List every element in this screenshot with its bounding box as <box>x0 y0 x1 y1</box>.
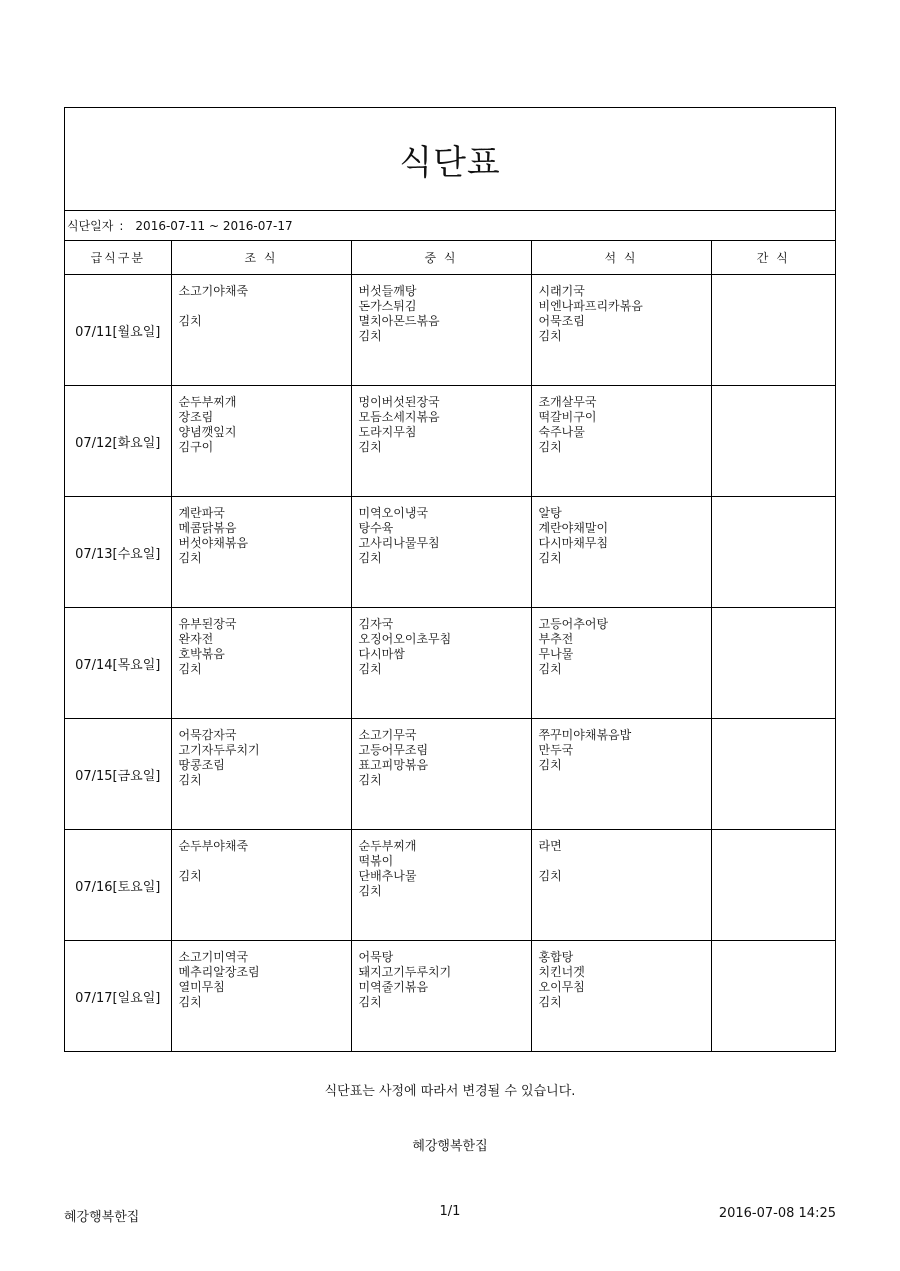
menu-item: 단배추나물 <box>358 869 417 883</box>
dinner-menu-list <box>532 941 711 1010</box>
menu-item: 순두부야채죽 <box>178 839 249 853</box>
period-value: 2016-07-11 ~ 2016-07-17 <box>135 218 293 233</box>
menu-item: 무나물 <box>538 647 574 661</box>
lunch-cell <box>351 830 531 941</box>
day-cell: 07/17[일요일] <box>65 941 171 1052</box>
dinner-cell <box>531 275 711 386</box>
menu-item: 돈가스튀김 <box>358 299 417 313</box>
dinner-menu-list <box>532 386 711 455</box>
menu-item: 김치 <box>538 995 562 1009</box>
dinner-menu-list <box>532 608 711 677</box>
menu-item: 시래기국 <box>538 284 585 298</box>
menu-item: 열미무침 <box>178 980 225 994</box>
snack-cell <box>711 830 835 941</box>
menu-item: 고등어무조림 <box>358 743 429 757</box>
menu-item: 김치 <box>358 995 382 1009</box>
dinner-menu-list <box>532 497 711 566</box>
menu-item: 떡갈비구이 <box>538 410 597 424</box>
menu-item: 쭈꾸미야채볶음밥 <box>538 728 632 742</box>
dinner-cell <box>531 608 711 719</box>
breakfast-cell <box>171 941 351 1052</box>
header-category: 급식구분 <box>65 241 171 275</box>
menu-item: 김치 <box>538 758 562 772</box>
menu-item: 소고기무국 <box>358 728 417 742</box>
snack-cell <box>711 275 835 386</box>
lunch-menu-list <box>352 386 531 455</box>
snack-cell <box>711 941 835 1052</box>
footer-timestamp: 2016-07-08 14:25 <box>718 1206 836 1221</box>
day-cell: 07/16[토요일] <box>65 830 171 941</box>
menu-item: 메추리알장조림 <box>178 965 260 979</box>
menu-item: 고기자두루치기 <box>178 743 260 757</box>
menu-item: 돼지고기두루치기 <box>358 965 452 979</box>
snack-menu-list <box>712 830 836 839</box>
lunch-cell <box>351 275 531 386</box>
menu-item <box>179 854 351 869</box>
menu-item: 김치 <box>538 662 562 676</box>
menu-item: 김구이 <box>178 440 214 454</box>
page-title: 식단표 <box>399 142 501 183</box>
snack-menu-list <box>712 275 836 284</box>
menu-item: 김치 <box>538 869 562 883</box>
menu-item: 김치 <box>538 329 562 343</box>
lunch-menu-list <box>352 275 531 344</box>
period-separator: : <box>119 218 124 233</box>
organization-name: 혜강행복한집 <box>412 1139 488 1154</box>
menu-item: 김치 <box>538 440 562 454</box>
menu-item: 김치 <box>358 551 382 565</box>
menu-item: 호박볶음 <box>178 647 225 661</box>
snack-menu-list <box>712 608 836 617</box>
breakfast-menu-list <box>172 941 351 1010</box>
menu-item: 고사리나물무침 <box>358 536 440 550</box>
day-cell: 07/12[화요일] <box>65 386 171 497</box>
change-notice: 식단표는 사정에 따라서 변경될 수 있습니다. <box>324 1084 576 1099</box>
breakfast-cell <box>171 275 351 386</box>
menu-table-body <box>65 275 835 1052</box>
menu-item: 김치 <box>358 329 382 343</box>
lunch-cell <box>351 719 531 830</box>
title-box <box>65 108 835 211</box>
menu-document-frame <box>64 107 836 1052</box>
menu-item: 땅콩조림 <box>178 758 225 772</box>
menu-item: 어묵탕 <box>358 950 394 964</box>
breakfast-menu-list <box>172 386 351 455</box>
menu-item: 김치 <box>178 662 202 676</box>
menu-item: 라면 <box>538 839 562 853</box>
menu-item: 김치 <box>178 995 202 1009</box>
footer-page-number: 1/1 <box>439 1204 461 1219</box>
menu-item: 숙주나물 <box>538 425 585 439</box>
menu-item: 부추전 <box>538 632 574 646</box>
lunch-menu-list <box>352 941 531 1010</box>
menu-item: 떡볶이 <box>358 854 394 868</box>
menu-item: 유부된장국 <box>178 617 237 631</box>
menu-item: 어묵감자국 <box>178 728 237 742</box>
menu-item: 모듬소세지볶음 <box>358 410 440 424</box>
menu-item: 멍이버섯된장국 <box>358 395 440 409</box>
snack-cell <box>711 608 835 719</box>
menu-item: 치킨너겟 <box>538 965 585 979</box>
menu-item: 김치 <box>358 440 382 454</box>
menu-item: 완자전 <box>178 632 214 646</box>
lunch-cell <box>351 608 531 719</box>
menu-item: 오징어오이초무침 <box>358 632 452 646</box>
day-cell: 07/11[월요일] <box>65 275 171 386</box>
header-dinner: 석 식 <box>531 241 711 275</box>
breakfast-cell <box>171 719 351 830</box>
table-row <box>65 497 835 608</box>
period-label: 식단일자 <box>67 219 114 233</box>
breakfast-menu-list <box>172 275 351 329</box>
header-lunch: 중 식 <box>351 241 531 275</box>
breakfast-menu-list <box>172 497 351 566</box>
menu-item: 다시마채무침 <box>538 536 609 550</box>
dinner-menu-list <box>532 275 711 344</box>
dinner-cell <box>531 941 711 1052</box>
dinner-cell <box>531 719 711 830</box>
menu-item: 멸치아몬드볶음 <box>358 314 440 328</box>
menu-item: 버섯들깨탕 <box>358 284 417 298</box>
menu-item: 만두국 <box>538 743 574 757</box>
table-row <box>65 941 835 1052</box>
menu-item: 탕수육 <box>358 521 394 535</box>
menu-item: 고등어추어탕 <box>538 617 609 631</box>
menu-item: 순두부찌개 <box>178 395 237 409</box>
lunch-menu-list <box>352 719 531 788</box>
lunch-menu-list <box>352 497 531 566</box>
header-breakfast: 조 식 <box>171 241 351 275</box>
period-row <box>65 211 835 241</box>
menu-item: 김자국 <box>358 617 394 631</box>
menu-item: 계란파국 <box>178 506 225 520</box>
dinner-cell <box>531 830 711 941</box>
table-row <box>65 719 835 830</box>
breakfast-cell <box>171 608 351 719</box>
menu-item: 김치 <box>358 773 382 787</box>
dinner-cell <box>531 497 711 608</box>
menu-item: 버섯야채볶음 <box>178 536 249 550</box>
table-row <box>65 275 835 386</box>
menu-item: 미역줄기볶음 <box>358 980 429 994</box>
menu-item: 계란야채말이 <box>538 521 609 535</box>
menu-item: 도라지무침 <box>358 425 417 439</box>
menu-item: 미역오이냉국 <box>358 506 429 520</box>
menu-item <box>539 854 711 869</box>
lunch-menu-list <box>352 608 531 677</box>
breakfast-menu-list <box>172 608 351 677</box>
menu-item: 김치 <box>358 662 382 676</box>
menu-item: 김치 <box>178 314 202 328</box>
menu-item: 오이무침 <box>538 980 585 994</box>
menu-item: 어묵조림 <box>538 314 585 328</box>
day-cell: 07/15[금요일] <box>65 719 171 830</box>
menu-item: 조개살무국 <box>538 395 597 409</box>
menu-table-header-row <box>65 241 835 275</box>
day-cell: 07/14[목요일] <box>65 608 171 719</box>
menu-item: 비엔나파프리카볶음 <box>538 299 643 313</box>
menu-item: 소고기미역국 <box>178 950 249 964</box>
menu-table <box>65 241 835 1051</box>
menu-item: 김치 <box>178 869 202 883</box>
table-row <box>65 386 835 497</box>
menu-item: 표고피망볶음 <box>358 758 429 772</box>
breakfast-cell <box>171 497 351 608</box>
table-row <box>65 830 835 941</box>
lunch-cell <box>351 386 531 497</box>
lunch-cell <box>351 497 531 608</box>
dinner-menu-list <box>532 830 711 884</box>
menu-item: 김치 <box>178 551 202 565</box>
menu-item: 김치 <box>358 884 382 898</box>
snack-menu-list <box>712 386 836 395</box>
snack-menu-list <box>712 719 836 728</box>
footer-organization: 혜강행복한집 <box>64 1210 140 1225</box>
snack-cell <box>711 386 835 497</box>
menu-item: 장조림 <box>178 410 214 424</box>
snack-menu-list <box>712 941 836 950</box>
menu-item <box>179 299 351 314</box>
lunch-menu-list <box>352 830 531 899</box>
menu-item: 알탕 <box>538 506 562 520</box>
snack-menu-list <box>712 497 836 506</box>
breakfast-menu-list <box>172 830 351 884</box>
menu-item: 다시마쌈 <box>358 647 405 661</box>
day-cell: 07/13[수요일] <box>65 497 171 608</box>
breakfast-cell <box>171 386 351 497</box>
header-snack: 간 식 <box>711 241 835 275</box>
menu-item: 김치 <box>178 773 202 787</box>
menu-item: 홍합탕 <box>538 950 574 964</box>
snack-cell <box>711 719 835 830</box>
dinner-cell <box>531 386 711 497</box>
menu-item: 양념깻잎지 <box>178 425 237 439</box>
lunch-cell <box>351 941 531 1052</box>
table-row <box>65 608 835 719</box>
snack-cell <box>711 497 835 608</box>
dinner-menu-list <box>532 719 711 773</box>
menu-item: 소고기야채죽 <box>178 284 249 298</box>
menu-item: 김치 <box>538 551 562 565</box>
menu-item: 메콤닭볶음 <box>178 521 237 535</box>
breakfast-cell <box>171 830 351 941</box>
breakfast-menu-list <box>172 719 351 788</box>
menu-item: 순두부찌개 <box>358 839 417 853</box>
